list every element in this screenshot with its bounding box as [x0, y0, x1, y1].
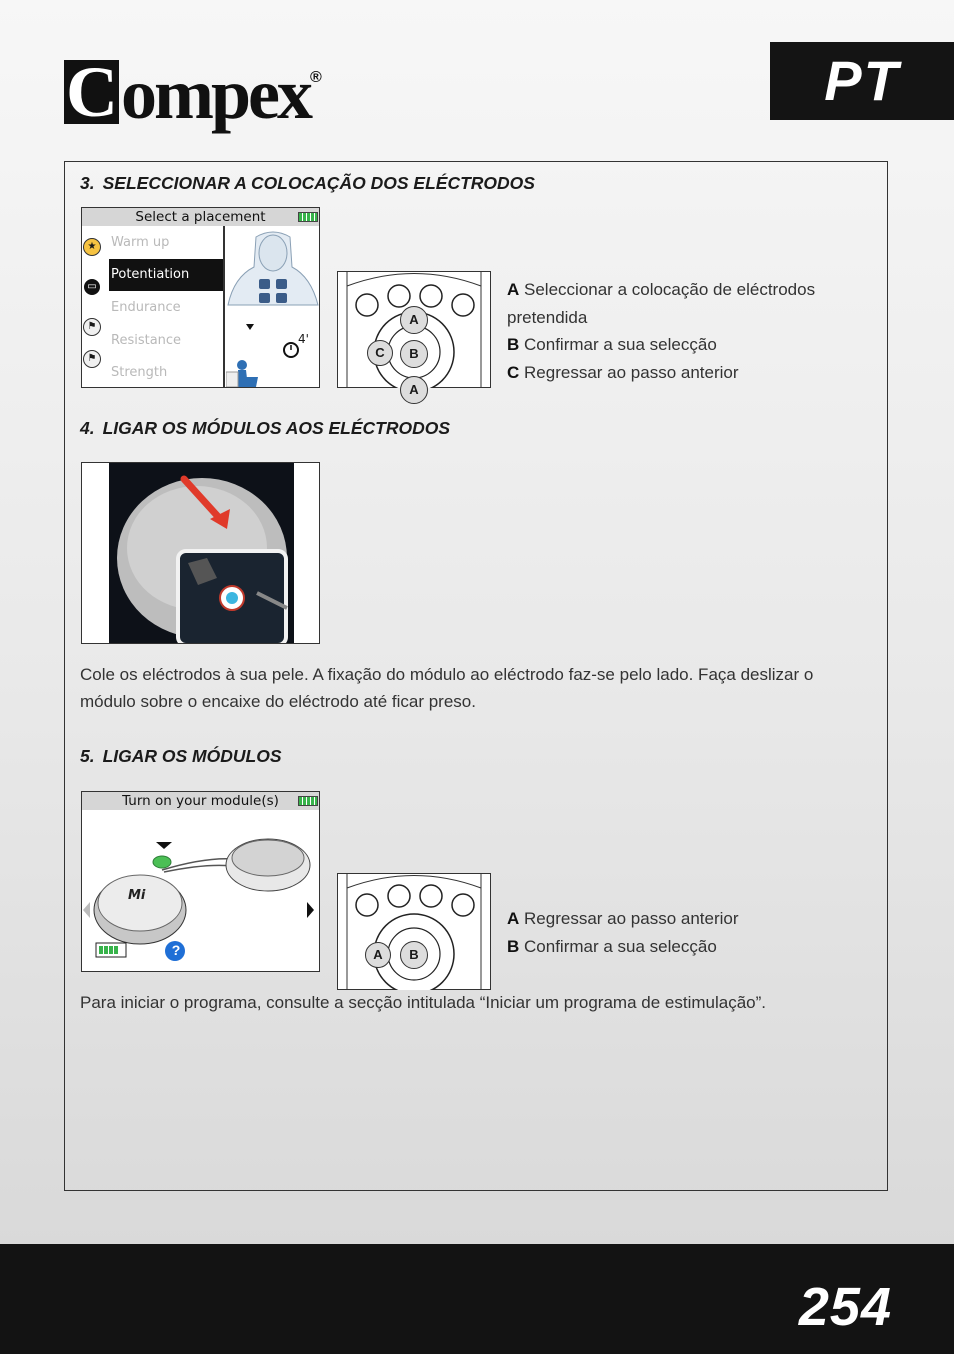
screen-title: Turn on your module(s) — [82, 792, 319, 810]
folder-icon: ▭ — [83, 278, 101, 296]
electrode-icon — [259, 279, 270, 289]
flag-icon: ⚑ — [83, 318, 101, 336]
key-a[interactable]: A — [400, 306, 428, 334]
legend-item: A Regressar ao passo anterior — [507, 909, 739, 928]
divider — [223, 226, 225, 387]
battery-icon — [298, 796, 318, 806]
electrode-icon — [259, 293, 270, 303]
screen-title: Select a placement — [82, 208, 319, 226]
legend-item: B Confirmar a sua selecção — [507, 335, 717, 354]
menu-item-selected[interactable]: Potentiation — [109, 259, 225, 291]
menu-item[interactable]: Resistance — [111, 333, 182, 348]
module-logo: Mi — [128, 888, 146, 903]
section5-heading: 5. LIGAR OS MÓDULOS — [80, 746, 282, 766]
key-c[interactable]: C — [367, 340, 393, 366]
electrode-icon — [276, 293, 287, 303]
legend-item: C Regressar ao passo anterior — [507, 362, 739, 382]
section5-body: Para iniciar o programa, consulte a secção intitulada “Iniciar um programa de estimulação”. — [80, 993, 766, 1012]
key-a[interactable]: A — [400, 376, 428, 404]
legend-item: B Confirmar a sua selecção — [507, 936, 717, 956]
electrode-icon — [276, 279, 287, 289]
module-electrode-photo — [81, 462, 320, 644]
key-b[interactable]: B — [400, 941, 428, 969]
section5-legend — [507, 905, 837, 960]
keypad-illustration — [337, 873, 491, 990]
timer-value: 4' — [298, 332, 309, 346]
module-screen — [81, 791, 320, 972]
compex-logo — [64, 38, 374, 134]
language-tab: PT — [770, 42, 954, 120]
flag-icon: ⚑ — [83, 350, 101, 368]
battery-icon — [298, 212, 318, 222]
page-number: 254 — [798, 1277, 892, 1337]
logo-wordmark: Compex® — [66, 52, 322, 134]
star-icon: ★ — [83, 238, 101, 256]
body-illustration — [226, 227, 320, 387]
menu-item[interactable]: Warm up — [111, 235, 170, 250]
key-b[interactable]: B — [400, 340, 428, 368]
placement-screen — [81, 207, 320, 388]
key-a[interactable]: A — [365, 942, 391, 968]
module-illustration — [82, 810, 319, 971]
section4-heading: 4. LIGAR OS MÓDULOS AOS ELÉCTRODOS — [80, 418, 451, 438]
menu-item[interactable]: Strength — [111, 365, 168, 380]
legend-item: A Seleccionar a colocação de eléctrodos pretendida — [507, 280, 816, 327]
section3-heading: 3. SELECCIONAR A COLOCAÇÃO DOS ELÉCTRODOS — [80, 173, 535, 193]
menu-item[interactable]: Endurance — [111, 300, 181, 315]
section4-body: Cole os eléctrodos à sua pele. A fixação do módulo ao eléctrodo faz-se pelo lado. Faça deslizar o módulo sobre o encaixe do eléctrodo até ficar preso. — [80, 665, 814, 711]
section3-legend — [507, 276, 837, 386]
help-icon[interactable]: ? — [171, 942, 181, 958]
module-photo-illustration — [82, 463, 320, 644]
